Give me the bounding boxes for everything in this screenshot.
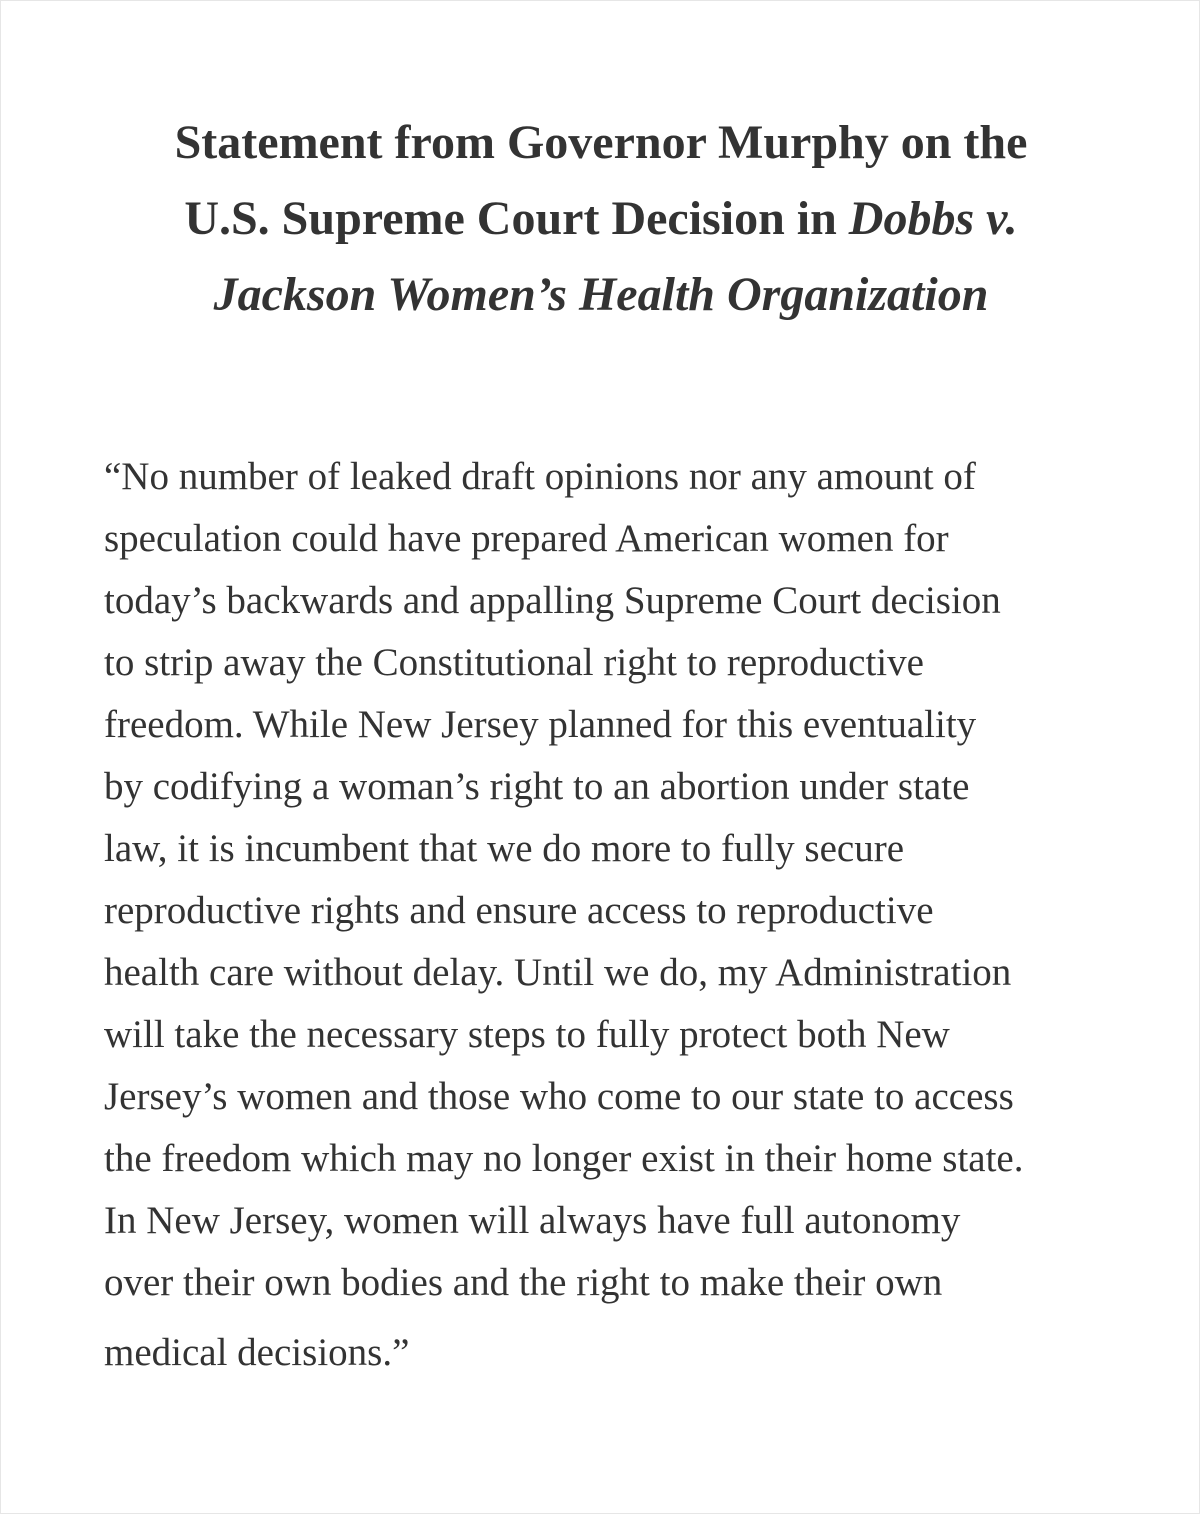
quote-line: over their own bodies and the right to make their own [104, 1261, 943, 1304]
quote-line: freedom. While New Jersey planned for this eventuality [104, 703, 977, 746]
quote-line: the freedom which may no longer exist in their home state. [104, 1137, 1024, 1180]
quote-line: Jersey’s women and those who come to our state to access [104, 1075, 1014, 1118]
statement-quote [104, 446, 1114, 1384]
quote-line: speculation could have prepared American women for [104, 517, 949, 560]
quote-line: by codifying a woman’s right to an abortion under state [104, 765, 970, 808]
title-line-1: Statement from Governor Murphy on the [174, 116, 1028, 169]
quote-line: In New Jersey, women will always have full autonomy [104, 1199, 961, 1242]
case-name-part-2: Jackson Women’s Health Organization [213, 268, 989, 321]
quote-line: health care without delay. Until we do, my Administration [104, 951, 1012, 994]
statement-title [101, 105, 1101, 333]
quote-line: to strip away the Constitutional right to reproductive [104, 641, 924, 684]
title-line-2-plain: U.S. Supreme Court Decision in [184, 192, 849, 245]
quote-line: reproductive rights and ensure access to reproductive [104, 889, 934, 932]
quote-line: medical decisions.” [104, 1331, 410, 1374]
quote-line: “No number of leaked draft opinions nor any amount of [104, 455, 976, 498]
case-name-part-1: Dobbs v. [848, 192, 1018, 245]
quote-line: today’s backwards and appalling Supreme Court decision [104, 579, 1001, 622]
quote-line: law, it is incumbent that we do more to fully secure [104, 827, 905, 870]
quote-line: will take the necessary steps to fully protect both New [104, 1013, 950, 1056]
